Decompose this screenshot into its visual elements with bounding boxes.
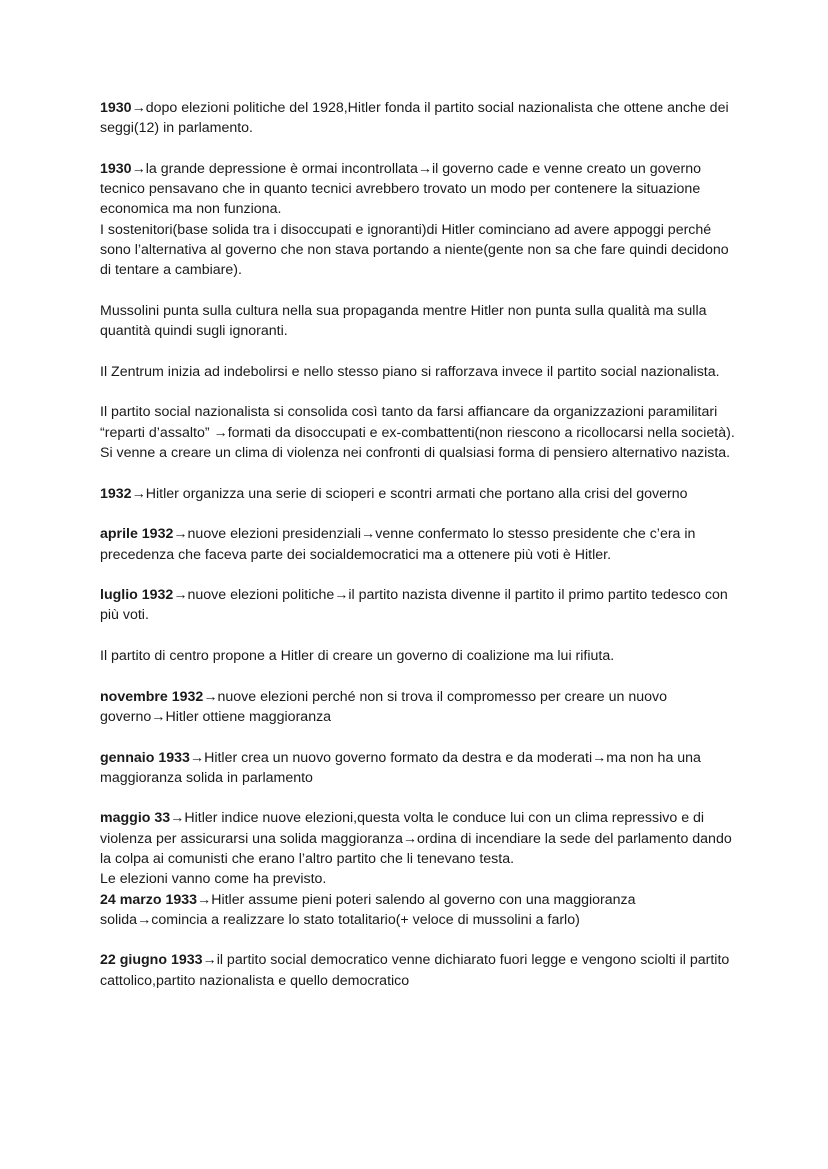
date-label: 1930 <box>100 100 132 116</box>
paragraph-supporters <box>100 220 740 281</box>
paragraph-text: Le elezioni vanno come ha previsto. <box>100 871 327 888</box>
paragraph-january-1933 <box>100 748 740 789</box>
date-label: maggio 33 <box>100 810 171 827</box>
date-label: novembre 1932 <box>100 688 204 705</box>
paragraph-text: →nuove elezioni presidenziali→venne confermato lo stesso presidente che c’era in precedenza che faceva parte dei socialdemocratici ma a ottenere più voti è Hitler. <box>100 526 696 563</box>
paragraph-may-33 <box>100 808 740 869</box>
paragraph-april-1932 <box>100 524 740 565</box>
paragraph-coalition <box>100 646 740 666</box>
paragraph-text: Il Zentrum inizia ad indebolirsi e nello stesso piano si rafforzava invece il partito social nazionalista. <box>100 363 720 380</box>
paragraph-text: Il partito di centro propone a Hitler di creare un governo di coalizione ma lui rifiuta. <box>100 648 615 665</box>
paragraph-text: →Hitler indice nuove elezioni,questa volta le conduce lui con un clima repressivo e di violenza per assicurarsi una solida maggioranza→ordina di incendiare la sede del parlamento dando la colpa ai comunisti che erano l’altro partito che li tenevano testa. <box>100 810 732 867</box>
paragraph-elections-outcome <box>100 869 740 889</box>
paragraph-november-1932 <box>100 687 740 728</box>
date-label: 24 marzo 1933 <box>100 891 198 908</box>
date-label: 22 giugno 1933 <box>100 952 203 969</box>
paragraph-text: →nuove elezioni perché non si trova il compromesso per creare un nuovo governo→Hitler ottiene maggioranza <box>100 688 668 725</box>
paragraph-text: →dopo elezioni politiche del 1928,Hitler fonda il partito social nazionalista che ottene anche dei seggi(12) in parlamento. <box>100 100 729 137</box>
date-label: luglio 1932 <box>100 587 174 604</box>
paragraph-text: →Hitler assume pieni poteri salendo al governo con una maggioranza solida→comincia a realizzare lo stato totalitario(+ veloce di mussolini a farlo) <box>100 891 636 928</box>
paragraph-text: →nuove elezioni politiche→il partito nazista divenne il partito il primo partito tedesco con più voti. <box>100 587 728 624</box>
paragraph-text: →il partito social democratico venne dichiarato fuori legge e vengono sciolti il partito cattolico,partito nazionalista e quello democratico <box>100 952 730 989</box>
paragraph-text: I sostenitori(base solida tra i disoccupati e ignoranti)di Hitler cominciano ad avere appoggi perché sono l’alternativa al governo che non stava portando a niente(gente non sa che fare quindi decidono di tentare a cambiare). <box>100 221 729 279</box>
paragraph-violence <box>100 443 740 463</box>
paragraph-text: Mussolini punta sulla cultura nella sua propaganda mentre Hitler non punta sulla qualità ma sulla quantità quindi sugli ignoranti. <box>100 302 707 340</box>
paragraph-june-1933 <box>100 950 740 991</box>
paragraph-1932 <box>100 484 740 504</box>
paragraph-text: →la grande depressione è ormai incontrollata→il governo cade e venne creato un governo tecnico pensavano che in quanto tecnici avrebbero trovato un modo per contenere la situazione economica ma non funziona. <box>100 160 701 218</box>
paragraph-march-1933 <box>100 890 740 931</box>
paragraph-1930-depression <box>100 159 740 220</box>
paragraph-zentrum <box>100 362 740 382</box>
date-label: 1932 <box>100 485 132 502</box>
paragraph-text: Il partito social nazionalista si consolida così tanto da farsi affiancare da organizzazioni paramilitari “reparti d’assalto” →formati da disoccupati e ex-combattenti(non riescono a ricollocarsi nella società). <box>100 404 735 441</box>
paragraph-text: →Hitler crea un nuovo governo formato da destra e da moderati→ma non ha una maggioranza solida in parlamento <box>100 749 701 786</box>
date-label: 1930 <box>100 160 132 177</box>
paragraph-mussolini <box>100 301 740 342</box>
date-label: gennaio 1933 <box>100 749 190 766</box>
paragraph-paramilitary <box>100 402 740 443</box>
paragraph-text: →Hitler organizza una serie di scioperi e scontri armati che portano alla crisi del governo <box>131 485 688 502</box>
date-label: aprile 1932 <box>100 526 174 543</box>
paragraph-1930-elections <box>100 98 740 139</box>
document-page <box>100 98 740 1011</box>
paragraph-july-1932 <box>100 585 740 626</box>
paragraph-text: Si venne a creare un clima di violenza nei confronti di qualsiasi forma di pensiero alternativo nazista. <box>100 445 731 462</box>
